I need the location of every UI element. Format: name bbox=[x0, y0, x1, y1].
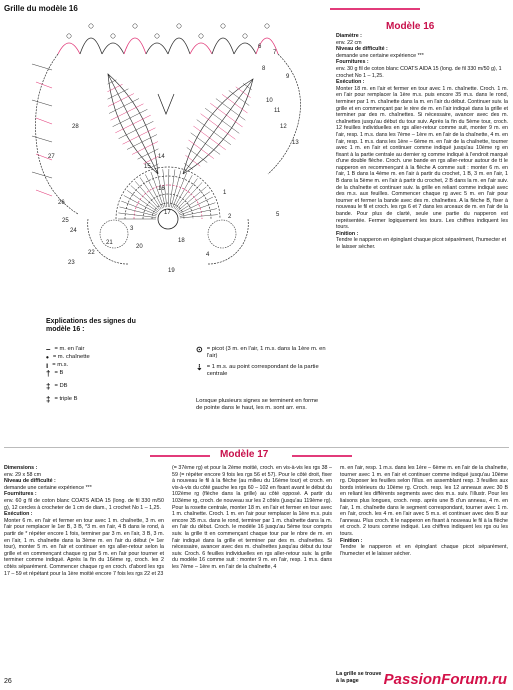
round-number: 20 bbox=[136, 244, 143, 250]
double-t-icon: ‡ bbox=[46, 382, 51, 391]
picot bbox=[89, 24, 93, 28]
round-number: 9 bbox=[286, 74, 290, 80]
band-stitch bbox=[32, 172, 52, 178]
legend-text: = DB bbox=[54, 383, 68, 389]
legend-item bbox=[46, 383, 166, 390]
round-number: 25 bbox=[62, 218, 69, 224]
rosette-stitch bbox=[124, 196, 158, 214]
rosette-stitch bbox=[127, 190, 158, 212]
band-arch bbox=[102, 43, 124, 54]
round-number: 27 bbox=[48, 154, 55, 160]
band-arch bbox=[190, 43, 212, 54]
difficulty-value: demande une certaine expérience *** bbox=[336, 52, 424, 59]
legend-item bbox=[46, 362, 166, 369]
round-number: 15 bbox=[144, 164, 151, 170]
rosette-stitch bbox=[140, 178, 161, 210]
dot-icon: • bbox=[46, 353, 49, 362]
supplies-heading: Fournitures : bbox=[336, 59, 369, 66]
dimensions-heading: Dimensions : bbox=[4, 465, 38, 471]
picot bbox=[67, 34, 71, 38]
round-number: 19 bbox=[168, 268, 175, 274]
section-divider bbox=[4, 447, 509, 448]
diameter-heading: Diamètre : bbox=[336, 33, 362, 39]
band-stitch bbox=[32, 136, 52, 142]
model-17-col2 bbox=[172, 465, 332, 571]
open-circle-icon: – bbox=[46, 345, 51, 354]
band-arch bbox=[58, 43, 80, 54]
divider-right bbox=[292, 455, 352, 457]
finish-text-17: Tendre le napperon et en épinglant chaque picot séparément, l'humecter et le laisser sécher. bbox=[340, 544, 508, 557]
round-number: 21 bbox=[106, 240, 113, 246]
band-stitch bbox=[36, 118, 52, 124]
round-number: 6 bbox=[258, 44, 262, 50]
picot bbox=[155, 34, 159, 38]
supplies-heading-17: Fournitures : bbox=[4, 491, 37, 498]
picot bbox=[221, 24, 225, 28]
plus-icon: ı bbox=[46, 361, 49, 370]
round-number: 23 bbox=[68, 260, 75, 266]
model-17-col1 bbox=[4, 465, 164, 577]
legend-item bbox=[46, 370, 166, 377]
legend-note: Lorsque plusieurs signes se terminent en forme de pointe dans le haut, les m. sont arr. ens. bbox=[196, 398, 319, 411]
round-number: 28 bbox=[72, 124, 79, 130]
legend-item bbox=[46, 346, 166, 353]
round-number: 22 bbox=[88, 250, 95, 256]
supplies-value-17: env. 60 g fil de coton blanc COATS AIDA 15 (long. de fil 330 m/50 g), 12 cercles à crocheter de 1 cm de diam., 1 crochet No 1 – 1,25. bbox=[4, 497, 164, 511]
round-number: 4 bbox=[206, 252, 210, 258]
leaf-spine bbox=[108, 74, 158, 174]
model-16-tag: Modèle 16 bbox=[386, 21, 435, 32]
legend-item bbox=[46, 354, 166, 361]
band-arc bbox=[208, 219, 248, 264]
t-icon: † bbox=[46, 369, 51, 378]
arrow-text: = 1 m.s. au point correspondant de la partie centrale bbox=[206, 364, 319, 377]
band-arch bbox=[146, 43, 168, 54]
band-arch bbox=[124, 38, 146, 54]
band-stitch bbox=[36, 190, 52, 196]
caption-line1: La grille se trouve bbox=[336, 671, 382, 678]
model-17-col3 bbox=[340, 465, 508, 557]
picot bbox=[199, 34, 203, 38]
arrow-down-icon: ⇣ bbox=[196, 363, 203, 372]
band-stitch bbox=[36, 82, 52, 88]
execution-heading-17: Exécution : bbox=[4, 511, 33, 518]
legend-text: = m. en l'air bbox=[54, 346, 85, 352]
round-number: 24 bbox=[70, 228, 77, 234]
round-number: 10 bbox=[266, 98, 273, 104]
legend-list bbox=[46, 346, 166, 409]
round-number: 1 bbox=[223, 190, 227, 196]
divider-left bbox=[150, 455, 210, 457]
legend-text: = B bbox=[54, 370, 64, 376]
round-number: 11 bbox=[274, 108, 281, 114]
round-number: 13 bbox=[292, 140, 299, 146]
rosette-stitch bbox=[175, 179, 197, 210]
round-number: 7 bbox=[273, 50, 277, 56]
rosette-stitch bbox=[176, 182, 202, 210]
page-number: 26 bbox=[4, 678, 12, 685]
rosette-stitch bbox=[178, 192, 210, 213]
round-number: 14 bbox=[158, 154, 165, 160]
picot-text: = picot (3 m. en l'air, 1 m.s. dans la 1ère m. en l'air) bbox=[206, 346, 326, 359]
caption-line2: à la page bbox=[336, 677, 359, 684]
grid-title: Grille du modèle 16 bbox=[4, 4, 78, 13]
model-17-tag: Modèle 17 bbox=[220, 449, 269, 460]
execution-text-17b: (= 37ème rg) et pour la 2ème moitié, croch. en vis-à-vis les rgs 38 – 59 (= répéter encore 9 fois les rgs 56 et 57). Pour le côté droit, fixer à nouveau le fil à la flèche (au milieu du 16ème tour) et croch. en vis-à-vis du côté gauche les rgs 60 – 102 en fixant avant le début du 102ème rg (flèche dans la grille) au côté opposé. A partir du 103ème rg, croch. de nouveau sur les 2 côtés (jusqu'au 119ème rg). Pour la rosette centrale, monter 18 m. en l'air et fermer en tour avec 1 m. chaînette. Croch. 1 m. en l'air pour remplacer la 1ère m.s. puis encore 35 m.s. dans le rond, terminer par 1 m. chaînette dans la m. en l'air du début. Croch. le modèle 16 jusqu'au 5ème tour compris suiv. la grille tt en commençant chaque tour par le nbre de m. en l'air indiqué dans la grille et terminer par des m. chaînettes. Si nécessaire, avancer avec des m. chaînettes jusqu'au début du tour suiv. Croch. 6 feuilles individuelles en rgs aller-retour suiv. la grille du modèle 16 comme suit : monter 9 m. en l'air, resp. 1 m.s. dans les 7ème – 1ère m. en l'air de la chaînette, 4 bbox=[172, 465, 332, 570]
band-arch bbox=[80, 38, 102, 54]
legend-text: = triple B bbox=[54, 396, 78, 402]
band-stitch bbox=[32, 64, 52, 70]
rosette-stitch bbox=[135, 181, 160, 210]
diameter-value: env. 22 cm bbox=[336, 39, 362, 46]
difficulty-heading-17: Niveau de difficulté : bbox=[4, 478, 56, 485]
round-number: 16 bbox=[158, 186, 165, 192]
finish-text: Tendre le napperon en épinglant chaque picot séparément, l'humecter et le laisser sécher. bbox=[336, 237, 507, 250]
picot bbox=[177, 24, 181, 28]
execution-text-17a: Monter 6 m. en l'air et fermer en tour avec 1 m. chaînette, 3 m. en l'air pour remplacer le 1er B, 3 B, *3 m. en l'air, 4 B dans le rond, à partir de * répéter encore 1 fois, terminer par 3 m. en l'air, 3 B, 3 m. en l'air, 1 m. chaînette dans la 3ème m. en l'air du début (= 1er tour), monter 5 m. en l'air et continuer en rgs aller-retour selon la grille et en commençant chaque rg par 5 m. en l'air pour tourner et terminer comme indiqué. Après la fin du 16ème rg, croch. les 2 côtés séparément. Commencer chaque rg en croch. d'abord les rgs 17 – 59 et répétant pour la 1ère moitié encore 7 fois les rgs 22 et 23 bbox=[4, 517, 164, 577]
rosette-stitch bbox=[168, 169, 169, 207]
band-arch bbox=[168, 38, 190, 54]
small-circle bbox=[100, 220, 128, 248]
triple-t-icon: ‡ bbox=[46, 395, 51, 404]
dimensions-value: env. 29 x 58 cm bbox=[4, 471, 41, 478]
round-number: 12 bbox=[280, 124, 287, 130]
join-arrow bbox=[158, 94, 174, 114]
picot bbox=[243, 34, 247, 38]
band-side bbox=[268, 54, 301, 174]
round-number: 18 bbox=[178, 238, 185, 244]
divider bbox=[330, 8, 420, 10]
supplies-value: env. 30 g fil de coton blanc COATS AIDA 15 (long. de fil 330 m/50 g), 1 crochet No 1 – 1,25. bbox=[336, 65, 502, 79]
grid-caption bbox=[336, 671, 381, 684]
picot bbox=[111, 34, 115, 38]
legend-text: = m. chaînette bbox=[52, 354, 90, 360]
rosette-stitch bbox=[118, 213, 156, 218]
picot bbox=[265, 24, 269, 28]
legend-text: = m.s. bbox=[52, 362, 69, 368]
finish-heading-17: Finition : bbox=[340, 537, 363, 544]
round-number: 2 bbox=[228, 214, 232, 220]
rosette-stitch bbox=[131, 186, 159, 211]
band-stitch bbox=[32, 100, 52, 106]
picot-icon: ⊙ bbox=[196, 345, 203, 354]
legend-item bbox=[46, 396, 166, 403]
picot bbox=[133, 24, 137, 28]
round-number: 3 bbox=[130, 226, 134, 232]
execution-text-17c: m. en l'air, resp. 1 m.s. dans les 1ère – 6ème m. en l'air de la chaînette, tourner avec 1 m. en l'air et continuer comme indiqué jusqu'au 10ème rg. Disposer les feuilles selon l'illus. en assemblant resp. 3 feuilles aux bords intérieurs du 10ème rg. Croch. resp. les 12 anneaux avec 30 B en reliant les différents segments avec des m.s. suiv. l'illustr. Pour les liaisons plus longues, croch. resp. après une B d'un anneau, 4 m. en l'air, 1 m. chaînette dans le segment correspondant, tourner avec 1 m. en l'air, croch. les 4 m. en l'air avec 5 m.s. et continuer avec des B sur l'anneau. Plus croch. tt le napperon en fixant à nouveau le fil à la flèche et croch. 2 tours comme indiqué. Les chiffres indiquent les rgs ou les tours. bbox=[340, 465, 508, 537]
band-arch bbox=[234, 43, 256, 54]
small-circle bbox=[208, 220, 236, 248]
legend-right bbox=[196, 346, 331, 412]
execution-heading: Exécution : bbox=[336, 79, 365, 86]
rosette-stitch bbox=[174, 175, 192, 208]
model-16-text bbox=[336, 33, 508, 251]
difficulty-value-17: demande une certaine expérience *** bbox=[4, 484, 92, 491]
round-number: 26 bbox=[58, 200, 65, 206]
execution-text: Monter 18 m. en l'air et fermer en tour avec 1 m. chaînette. Croch. 1 m. en l'air pour remplacer la 1ère m.s. puis encore 35 m.s. dans le rond, terminer par 1 m. chaînette dans la m. en l'air du début. Continuer suiv. la grille et en commençant par le rère de m. en l'air indiqué dans la grille et terminer par des m. chaînettes. Si nécessaire, avancer avec des m. chaînettes jusqu'au début du tour suiv. Après la fin du 5ème tour, croch. 12 feuilles individuelles en rgs aller-retour comme suit, monter 9 m. en l'air, resp. 1 m.s. dans les 7ème – 1ère m. en l'air de la chaînette, 4 m. en l'air, resp. 1 m.s. dans les 1ère – 6ème m. en l'air de la chaînette, tourner avec 1 m. en l'air et continuer comme indiqué jusqu'au 10ème rg en fixant à la partie centrale au dernier rg comme indiqué à l'endroit marqué d'une double flèche. Croch. une bande en rgs aller-retour autour de tt le napperon en recommençant à la flèche A comme suit : monter 6 m. en l'air, 1 B dans la 4ème m. en l'air à partir du crochet, 1 B, 3 m. en l'air, 1 B dans la 5ème m. en l'air à partir du crochet, 2 B dans la m. en l'air suiv. de la chaînette et continuer suiv. la grille en reliant comme indiqué avec des m.s. aux feuilles. Commencer chaque rg avec 5 m. en l'air pour tourner et fermer la bande avec des m. chaînettes. A la flèche B, fixer à nouveau le fil et croch. les rgs 6 et 7 dans les arceaux de m. en l'air de la bande. Pour plus de clarté, seule une partie du napperon est représentée. Fermer logiquement les tours. Les chiffres indiquent les tours. bbox=[336, 85, 508, 231]
band-side bbox=[36, 54, 79, 214]
round-number: 17 bbox=[164, 210, 171, 216]
finish-heading: Finition : bbox=[336, 230, 359, 237]
watermark: PassionForum.ru bbox=[383, 671, 507, 688]
legend-title: Explications des signes du modèle 16 : bbox=[46, 318, 136, 333]
difficulty-heading: Niveau de difficulté : bbox=[336, 46, 388, 53]
round-number: 8 bbox=[262, 66, 266, 72]
leaf-spine bbox=[183, 79, 253, 174]
rosette-stitch bbox=[170, 169, 175, 207]
band-arch bbox=[212, 38, 234, 54]
round-number: 5 bbox=[276, 212, 280, 218]
